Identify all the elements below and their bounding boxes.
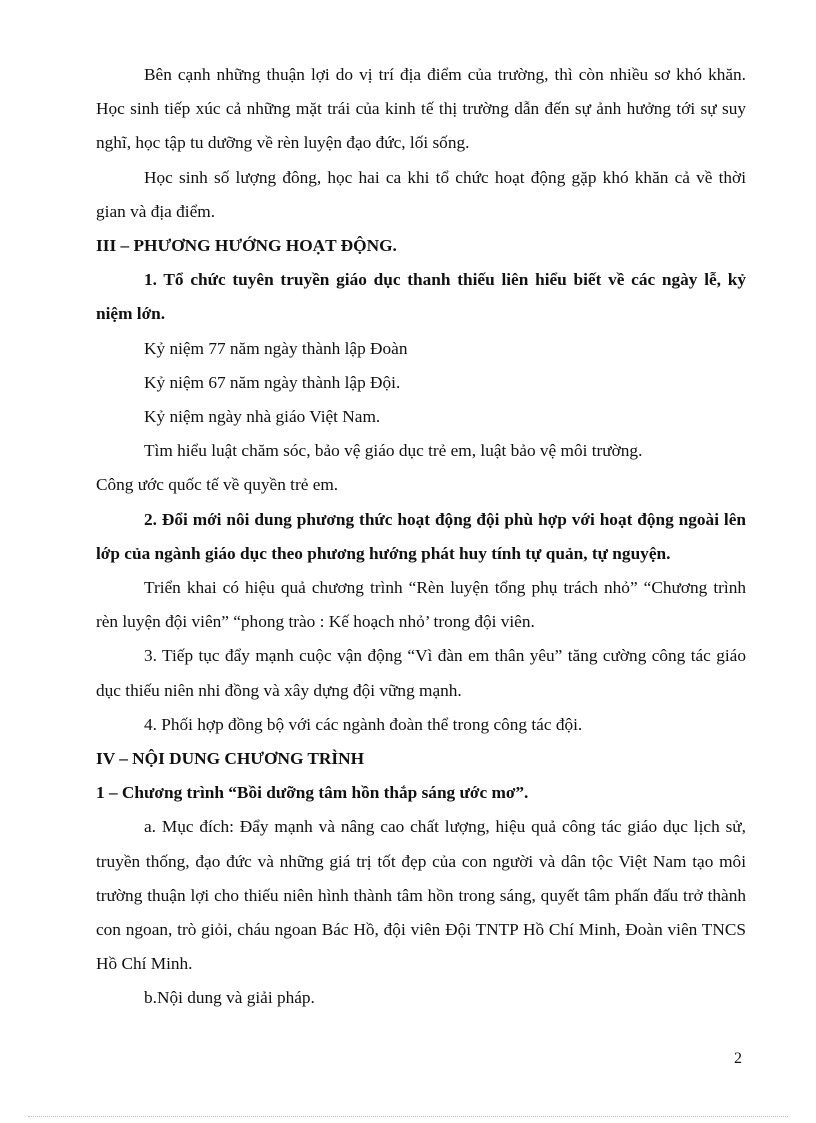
section-heading-iii: III – PHƯƠNG HƯỚNG HOẠT ĐỘNG.: [96, 236, 397, 256]
paragraph-content-solutions: b.Nội dung và giải pháp.: [144, 988, 315, 1008]
subheading-2: 2. Đổi mới nôi dung phương thức hoạt động đội phù hợp với hoạt động ngoài lên lớp của ngành giáo dục theo phương hướng phát huy tính tự quản, tự nguyện.: [96, 509, 746, 563]
list-item-teachers-day: Kỷ niệm ngày nhà giáo Việt Nam.: [144, 407, 381, 427]
page-body: [96, 58, 746, 1016]
item-4: 4. Phối hợp đồng bộ với các ngành đoàn thể trong công tác đội.: [144, 714, 583, 734]
list-item-anniversary-doan: Kỷ niệm 77 năm ngày thành lập Đoàn: [144, 338, 408, 358]
subheading-1: 1. Tổ chức tuyên truyền giáo dục thanh thiếu liên hiểu biết về các ngày lễ, kỷ niệm lớn.: [96, 270, 746, 324]
list-item-child-law: Tìm hiểu luật chăm sóc, bảo vệ giáo dục trẻ em, luật bảo vệ môi trường.: [144, 441, 643, 461]
paragraph-student-count: Học sinh số lượng đông, học hai ca khi tổ chức hoạt động gặp khó khăn cả về thời gian và địa điểm.: [96, 167, 746, 221]
item-3: 3. Tiếp tục đẩy mạnh cuộc vận động “Vì đàn em thân yêu” tăng cường công tác giáo dục thiếu niên nhi đồng và xây dựng đội vững mạnh.: [96, 646, 746, 700]
page-bottom-divider: [28, 1116, 788, 1117]
section-heading-iv: IV – NỘI DUNG CHƯƠNG TRÌNH: [96, 749, 365, 769]
paragraph-difficulties: Bên cạnh những thuận lợi do vị trí địa điểm của trường, thì còn nhiều sơ khó khăn. Học sinh tiếp xúc cả những mặt trái của kinh tế thị trường dẫn đến sự ảnh hưởng tới sự suy nghĩ, học tập tu dưỡng về rèn luyện đạo đức, lối sống.: [96, 65, 746, 153]
paragraph-purpose: a. Mục đích: Đẩy mạnh và nâng cao chất lượng, hiệu quả công tác giáo dục lịch sử, truyền thống, đạo đức và những giá trị tốt đẹp của con người và dân tộc Việt Nam tạo môi trường thuận lợi cho thiếu niên hình thành tâm hồn trong sáng, quyết tâm phấn đấu trở thành con ngoan, trò giỏi, cháu ngoan Bác Hồ, đội viên Đội TNTP Hồ Chí Minh, Đoàn viên TNCS Hồ Chí Minh.: [96, 817, 746, 974]
list-item-convention: Công ước quốc tế về quyền trẻ em.: [96, 475, 339, 495]
list-item-anniversary-doi: Kỷ niệm 67 năm ngày thành lập Đội.: [144, 372, 401, 392]
page-number: 2: [734, 1050, 742, 1067]
program-heading-1: 1 – Chương trình “Bồi dưỡng tâm hồn thắp sáng ước mơ”.: [96, 783, 529, 803]
paragraph-programs: Triển khai có hiệu quả chương trình “Rèn luyện tổng phụ trách nhỏ” “Chương trình rèn luyện đội viên” “phong trào : Kế hoạch nhỏ’ trong đội viên.: [96, 578, 746, 632]
